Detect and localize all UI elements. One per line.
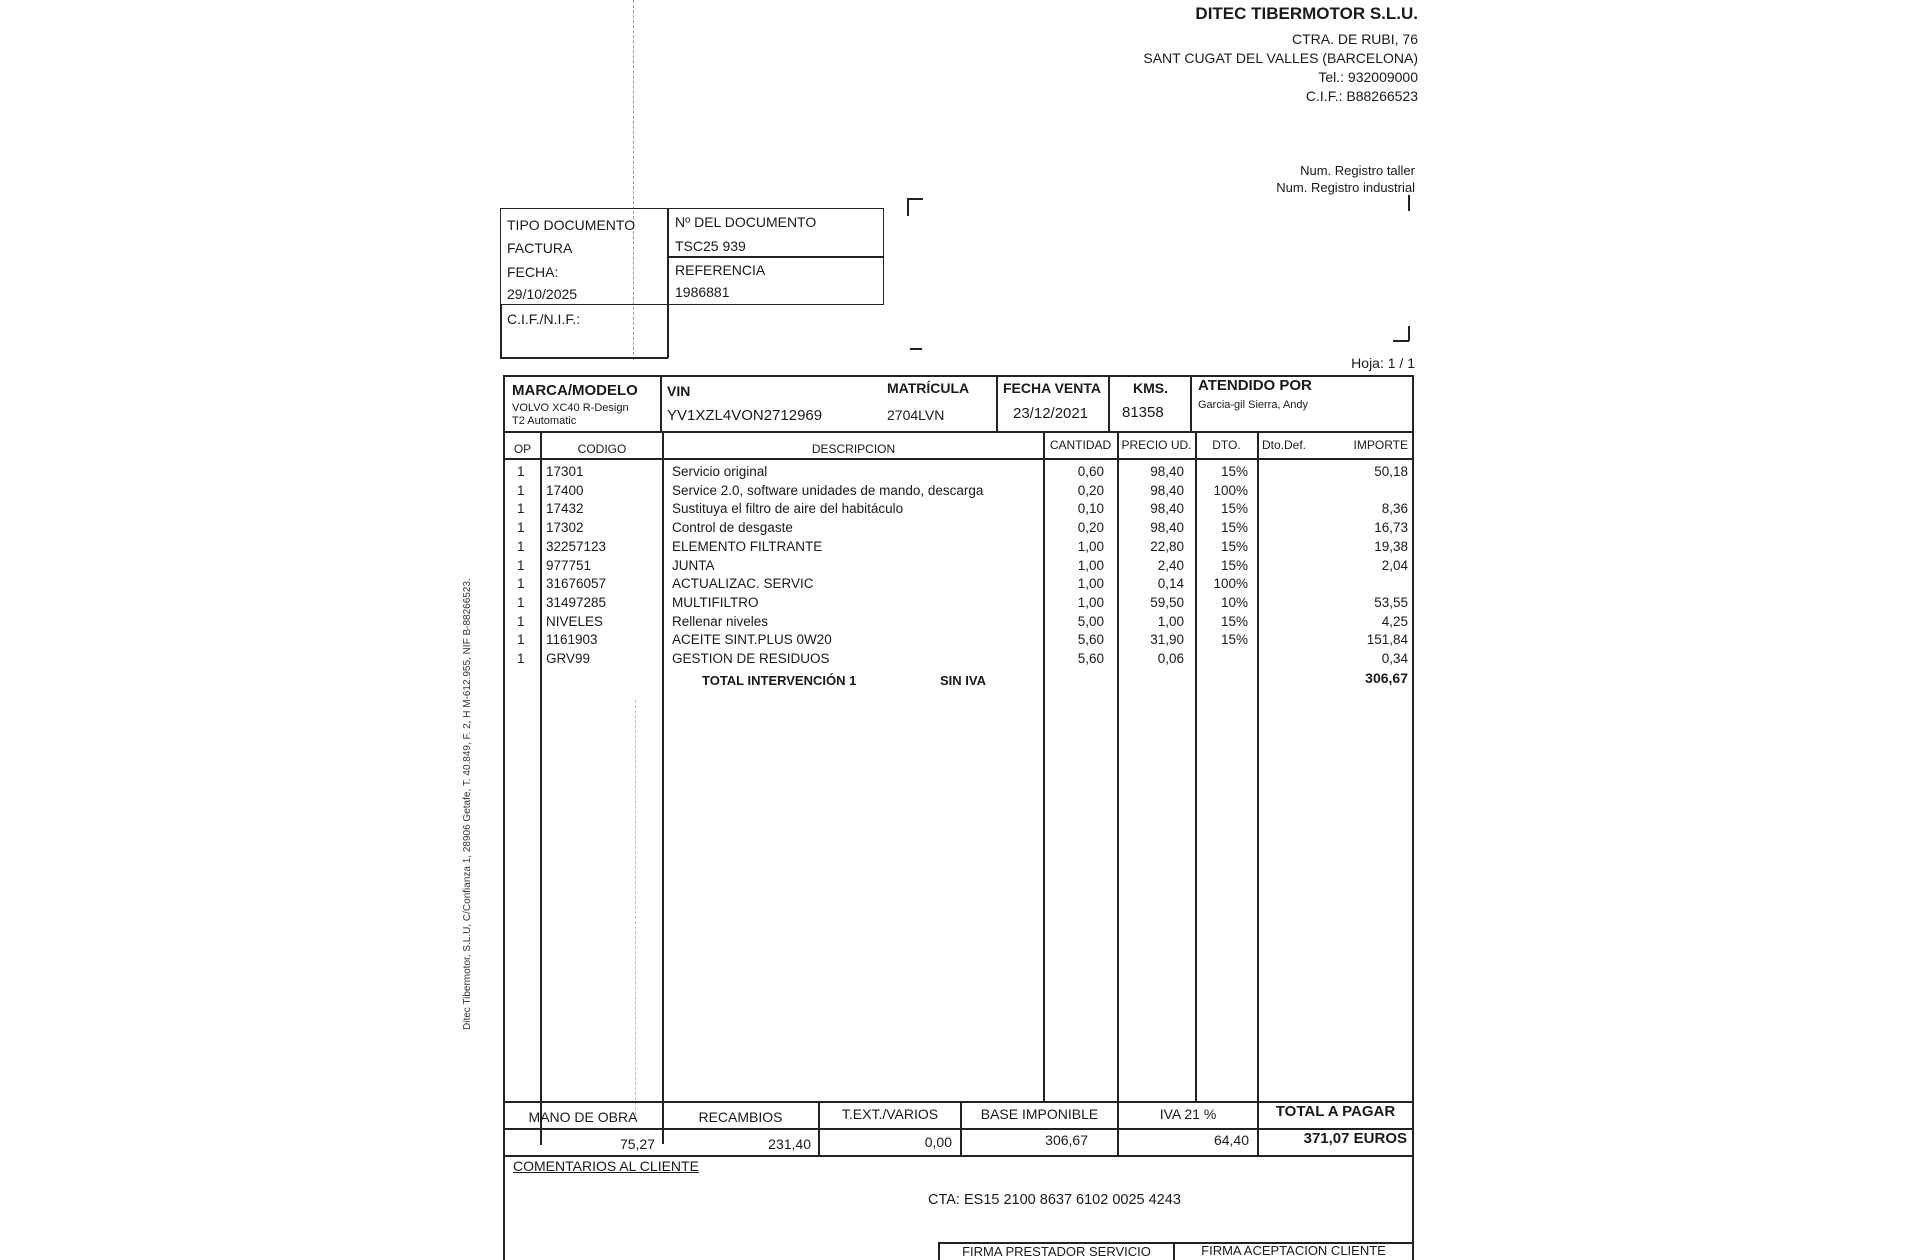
item-dto: 15% (1220, 520, 1248, 536)
base-imponible-label: BASE IMPONIBLE (980, 1106, 1099, 1122)
marca-modelo-label: MARCA/MODELO (512, 382, 638, 399)
base-imponible-value: 306,67 (1045, 1132, 1088, 1148)
kms-label: KMS. (1133, 380, 1168, 396)
item-codigo: 17400 (546, 482, 584, 498)
item-op: 1 (517, 651, 525, 666)
item-dto: 15% (1220, 613, 1248, 629)
kms-value: 81358 (1122, 404, 1164, 421)
page-counter: Hoja: 1 / 1 (1351, 355, 1415, 371)
item-descripcion: Servicio original (672, 464, 768, 479)
tipo-documento-value: FACTURA (507, 240, 573, 256)
item-codigo: 31497285 (546, 594, 607, 610)
item-precio: 2,40 (1157, 557, 1184, 573)
item-codigo: 31676057 (546, 576, 607, 592)
item-descripcion: Service 2.0, software unidades de mando, descarga (672, 482, 984, 498)
sin-iva-label: SIN IVA (940, 673, 986, 688)
text-varios-value: 0,00 (924, 1134, 952, 1150)
total-intervencion-value: 306,67 (1365, 670, 1408, 686)
item-cantidad: 0,10 (1077, 501, 1104, 517)
side-legal-text: Ditec Tibermotor, S.L.U, C/Confianza 1, 28906 Getafe, T. 40.849, F. 2, H M-612.955, NIF B-88266523. (462, 578, 473, 1030)
item-importe: 2,04 (1381, 557, 1408, 573)
col-precio: PRECIO UD. (1121, 438, 1192, 452)
item-op: 1 (517, 501, 525, 517)
item-precio: 59,50 (1150, 594, 1184, 610)
firma-prestador-label: FIRMA PRESTADOR SERVICIO (962, 1244, 1151, 1259)
item-precio: 98,40 (1150, 482, 1184, 498)
company-address1: CTRA. DE RUBI, 76 (1291, 31, 1418, 47)
mano-obra-value: 75,27 (619, 1136, 655, 1152)
item-precio: 22,80 (1150, 538, 1184, 554)
item-op: 1 (517, 538, 525, 554)
item-importe: 19,38 (1374, 538, 1408, 554)
col-importe: IMPORTE (1353, 438, 1408, 452)
item-importe: 16,73 (1374, 520, 1408, 536)
item-cantidad: 0,20 (1077, 520, 1104, 536)
col-op: OP (513, 442, 532, 456)
item-dto: 100% (1213, 482, 1248, 498)
num-documento-value: TSC25 939 (675, 238, 746, 254)
total-a-pagar-label: TOTAL A PAGAR (1275, 1103, 1396, 1120)
item-importe: 0,34 (1381, 651, 1408, 666)
recambios-label: RECAMBIOS (698, 1109, 783, 1125)
firma-cliente-label: FIRMA ACEPTACION CLIENTE (1201, 1243, 1386, 1258)
item-precio: 31,90 (1150, 632, 1184, 648)
total-intervencion-label: TOTAL INTERVENCIÓN 1 (702, 673, 857, 688)
referencia-label: REFERENCIA (675, 262, 766, 278)
mano-obra-label: MANO DE OBRA (528, 1109, 638, 1125)
item-op: 1 (517, 576, 525, 592)
item-dto: 100% (1213, 576, 1248, 592)
cif-nif-label: C.I.F./N.I.F.: (507, 311, 581, 327)
item-descripcion: ELEMENTO FILTRANTE (672, 538, 823, 554)
col-dto-def: Dto.Def. (1262, 438, 1307, 452)
item-cantidad: 1,00 (1077, 557, 1104, 573)
fecha-label: FECHA: (507, 264, 559, 280)
item-codigo: 32257123 (546, 538, 607, 554)
item-codigo: 1161903 (546, 632, 598, 648)
registro-taller: Num. Registro taller (1300, 163, 1415, 178)
tipo-documento-label: TIPO DOCUMENTO (507, 217, 636, 233)
item-descripcion: Rellenar niveles (672, 613, 769, 629)
item-codigo: GRV99 (546, 651, 591, 666)
total-a-pagar-value: 371,07 EUROS (1303, 1130, 1407, 1147)
item-op: 1 (517, 520, 525, 536)
vin-label: VIN (667, 383, 691, 399)
item-descripcion: JUNTA (672, 557, 715, 573)
item-precio: 0,06 (1157, 651, 1184, 666)
company-address2: SANT CUGAT DEL VALLES (BARCELONA) (1143, 50, 1418, 66)
item-dto: 15% (1220, 501, 1248, 517)
item-precio: 1,00 (1157, 613, 1184, 629)
fecha-venta-value: 23/12/2021 (1013, 405, 1089, 422)
item-op: 1 (517, 594, 525, 610)
fecha-venta-label: FECHA VENTA (1003, 380, 1101, 396)
item-cantidad: 0,20 (1077, 482, 1104, 498)
item-descripcion: GESTION DE RESIDUOS (672, 651, 830, 666)
num-documento-label: Nº DEL DOCUMENTO (675, 214, 817, 230)
item-descripcion: ACEITE SINT.PLUS 0W20 (672, 632, 832, 648)
col-dto: DTO. (1212, 438, 1241, 452)
item-op: 1 (517, 464, 525, 479)
iva-label: IVA 21 % (1159, 1106, 1217, 1122)
item-cantidad: 1,00 (1077, 576, 1104, 592)
item-op: 1 (517, 632, 525, 648)
cta-bank-account: CTA: ES15 2100 8637 6102 0025 4243 (928, 1192, 1181, 1208)
item-dto: 10% (1220, 594, 1248, 610)
item-precio: 98,40 (1150, 464, 1184, 479)
item-cantidad: 5,00 (1077, 613, 1104, 629)
atendido-label: ATENDIDO POR (1198, 377, 1312, 394)
item-descripcion: Sustituya el filtro de aire del habitáculo (672, 501, 904, 517)
item-codigo: 17432 (546, 501, 584, 517)
marca-modelo-value1: VOLVO XC40 R-Design (512, 402, 629, 414)
fecha-value: 29/10/2025 (507, 286, 578, 302)
item-dto: 15% (1220, 464, 1248, 479)
item-descripcion: ACTUALIZAC. SERVIC (672, 576, 814, 592)
item-descripcion: Control de desgaste (672, 520, 793, 536)
item-cantidad: 1,00 (1077, 538, 1104, 554)
item-cantidad: 1,00 (1077, 594, 1104, 610)
item-codigo: 17302 (546, 520, 584, 536)
item-importe: 4,25 (1381, 613, 1408, 629)
item-importe: 50,18 (1374, 464, 1408, 479)
iva-value: 64,40 (1213, 1132, 1249, 1148)
item-op: 1 (517, 482, 525, 498)
registro-industrial: Num. Registro industrial (1276, 180, 1415, 195)
vin-value: YV1XZL4VON2712969 (667, 407, 823, 424)
item-precio: 98,40 (1150, 501, 1184, 517)
atendido-value: Garcia-gil Sierra, Andy (1198, 399, 1309, 411)
company-tel: Tel.: 932009000 (1318, 69, 1418, 85)
item-codigo: NIVELES (546, 613, 604, 629)
comentarios-label: COMENTARIOS AL CLIENTE (513, 1158, 699, 1174)
item-precio: 0,14 (1157, 576, 1184, 592)
col-cantidad: CANTIDAD (1049, 438, 1112, 452)
col-descripcion: DESCRIPCION (811, 442, 896, 456)
company-cif: C.I.F.: B88266523 (1305, 88, 1418, 104)
item-importe: 151,84 (1366, 632, 1408, 648)
item-codigo: 977751 (546, 557, 592, 573)
item-descripcion: MULTIFILTRO (672, 594, 759, 610)
referencia-value: 1986881 (675, 284, 730, 300)
matricula-label: MATRÍCULA (887, 380, 970, 396)
item-dto: 15% (1220, 557, 1248, 573)
item-op: 1 (517, 613, 525, 629)
item-cantidad: 0,60 (1077, 464, 1104, 479)
text-varios-label: T.EXT./VARIOS (841, 1106, 939, 1122)
col-codigo: CODIGO (577, 442, 627, 456)
item-codigo: 17301 (546, 464, 584, 479)
item-cantidad: 5,60 (1077, 651, 1104, 666)
item-dto: 15% (1220, 538, 1248, 554)
item-precio: 98,40 (1150, 520, 1184, 536)
item-dto: 15% (1220, 632, 1248, 648)
recambios-value: 231,40 (768, 1136, 811, 1152)
marca-modelo-value2: T2 Automatic (512, 415, 577, 427)
company-name: DITEC TIBERMOTOR S.L.U. (1195, 4, 1418, 23)
item-cantidad: 5,60 (1077, 632, 1104, 648)
item-op: 1 (517, 557, 525, 573)
item-importe: 8,36 (1381, 501, 1408, 517)
matricula-value: 2704LVN (887, 407, 945, 423)
item-importe: 53,55 (1374, 594, 1408, 610)
